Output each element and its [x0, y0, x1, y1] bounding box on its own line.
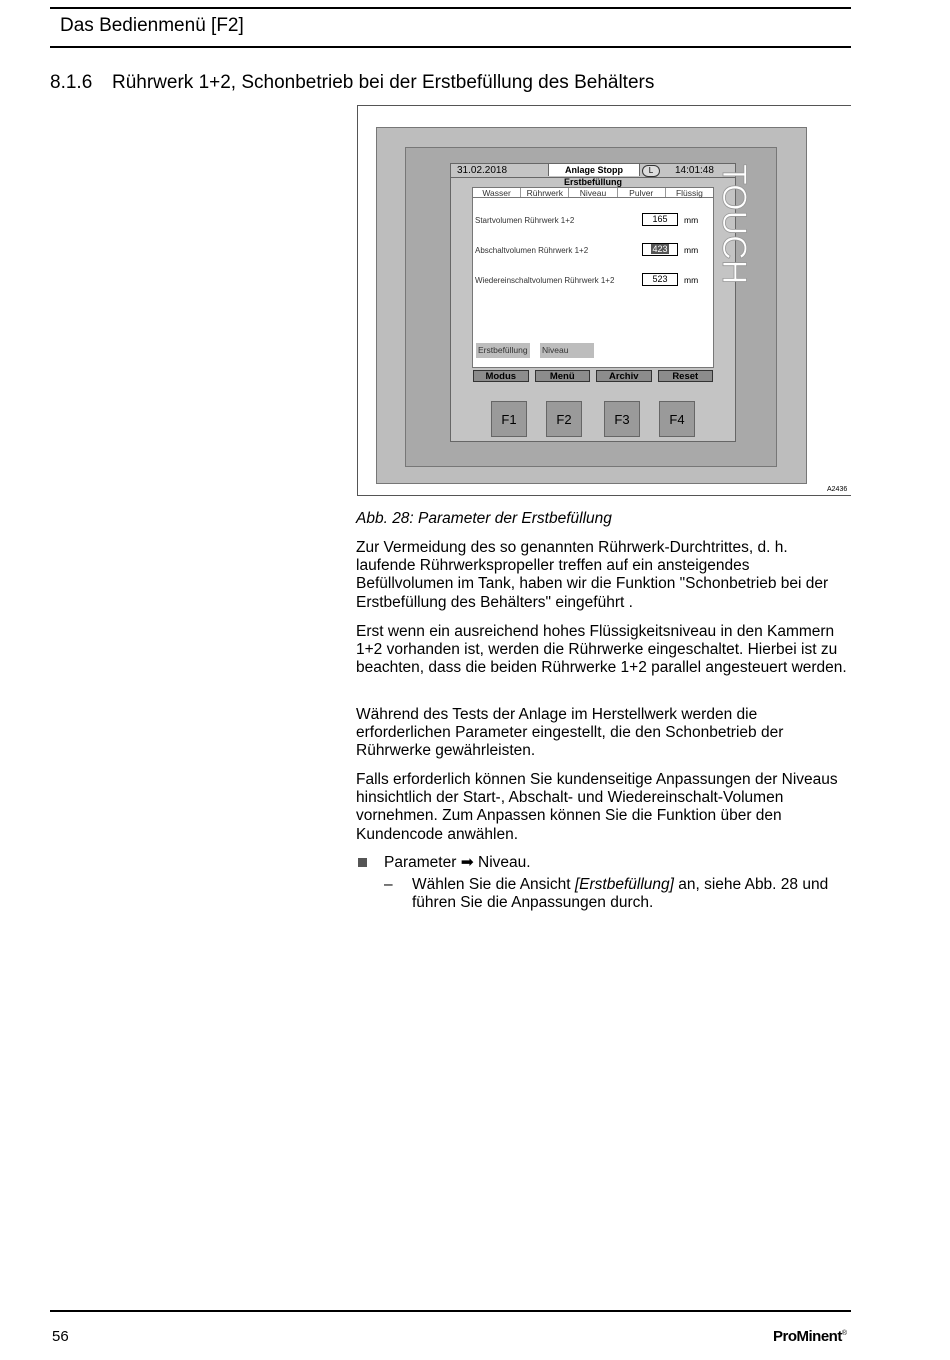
dash-marker: – — [384, 876, 393, 893]
function-button-menue: Menü — [535, 370, 591, 382]
section-title: Rührwerk 1+2, Schonbetrieb bei der Erstbefüllung des Behälters — [112, 72, 655, 93]
tab-ruehrwerk: Rührwerk — [521, 188, 569, 197]
param-value-abschalt-text: 423 — [652, 244, 668, 254]
figure-code: A2436 — [827, 486, 848, 493]
function-button-reset: Reset — [658, 370, 714, 382]
header-title: Das Bedienmenü [F2] — [60, 15, 244, 36]
footer-rule — [50, 1310, 851, 1312]
touch-text: TOUCH — [715, 164, 753, 285]
screen-title: Erstbefüllung — [564, 177, 622, 187]
screen-tabs — [472, 187, 714, 198]
function-button-modus: Modus — [473, 370, 529, 382]
status-state: Anlage Stopp — [548, 164, 640, 176]
tab-wasser: Wasser — [473, 188, 521, 197]
param-unit-wiedereinschalt: mm — [684, 275, 699, 285]
param-label-wiedereinschalt: Wiedereinschaltvolumen Rührwerk 1+2 — [475, 276, 615, 285]
sub-item-italic: [Erstbefüllung] — [574, 876, 674, 893]
param-value-abschalt — [642, 243, 678, 256]
brand-logo — [773, 1328, 847, 1345]
tab-pulver: Pulver — [618, 188, 666, 197]
header-top-rule — [50, 7, 851, 9]
function-bar — [473, 370, 713, 382]
param-value-start: 165 — [642, 213, 678, 226]
hard-key-f4: F4 — [659, 401, 695, 437]
paragraph: Zur Vermeidung des so genannten Rührwerk-Durchtrittes, d. h. laufende Rührwerkspropeller treffen auf ein ansteigendes Befüllvolumen im Tank, haben wir die Funktion "Schonbetrieb bei der Erstbefüllung des Behälters" eingeführt . — [356, 539, 829, 611]
brand-name: ProMinent — [773, 1328, 842, 1345]
param-label-abschalt: Abschaltvolumen Rührwerk 1+2 — [475, 246, 589, 255]
param-value-wiedereinschalt: 523 — [642, 273, 678, 286]
hard-key-f2: F2 — [546, 401, 582, 437]
bullet-text — [384, 854, 531, 872]
status-bar — [451, 164, 735, 178]
sub-item-before: Wählen Sie die Ansicht — [412, 876, 575, 893]
touch-label — [715, 164, 753, 294]
figure-device-screen — [357, 105, 851, 496]
paragraph: Erst wenn ein ausreichend hohes Flüssigkeitsniveau in den Kammern 1+2 vorhanden ist, werden die Rührwerke eingeschaltet. Hierbei ist zu beachten, dass die beiden Rührwerke 1+2 parallel angesteuert werden. — [356, 623, 847, 677]
header-bottom-rule — [50, 46, 851, 48]
paragraph: Während des Tests der Anlage im Herstellwerk werden die erforderlichen Parameter eingestellt, die den Schonbetrieb der Rührwerke gewährleisten. — [356, 706, 784, 760]
paragraph: Falls erforderlich können Sie kundenseitige Anpassungen der Niveaus hinsichtlich der Start-, Abschalt- und Wiedereinschalt-Volumen vornehmen. Zum Anpassen können Sie die Funktion über den Kundencode anwählen. — [356, 771, 838, 843]
param-label-start: Startvolumen Rührwerk 1+2 — [475, 216, 575, 225]
sub-item-text — [412, 876, 851, 912]
device-display — [450, 163, 736, 442]
section-number: 8.1.6 — [50, 72, 93, 93]
param-unit-abschalt: mm — [684, 245, 699, 255]
tab-niveau: Niveau — [569, 188, 617, 197]
panel-button-niveau: Niveau — [540, 343, 594, 358]
panel-button-erstbefuellung: Erstbefüllung — [476, 343, 530, 358]
arrow-right-icon: ➡ — [460, 854, 474, 871]
hard-key-f1: F1 — [491, 401, 527, 437]
registered-mark: ® — [841, 1330, 847, 1337]
hard-key-f3: F3 — [604, 401, 640, 437]
sub-item-after: an, siehe Abb. 28 und führen Sie die Anpassungen durch. — [412, 876, 829, 912]
status-time: 14:01:48 — [675, 165, 714, 176]
figure-caption: Abb. 28: Parameter der Erstbefüllung — [356, 510, 612, 527]
square-bullet-icon — [358, 858, 367, 867]
status-badge: L — [642, 165, 660, 177]
bullet-second: Niveau. — [478, 854, 531, 871]
status-date: 31.02.2018 — [457, 165, 508, 176]
section-heading — [50, 72, 654, 94]
param-unit-start: mm — [684, 215, 699, 225]
page-number: 56 — [52, 1328, 69, 1345]
bullet-first: Parameter — [384, 854, 457, 871]
function-button-archiv: Archiv — [596, 370, 652, 382]
tab-fluessig: Flüssig — [675, 188, 703, 198]
